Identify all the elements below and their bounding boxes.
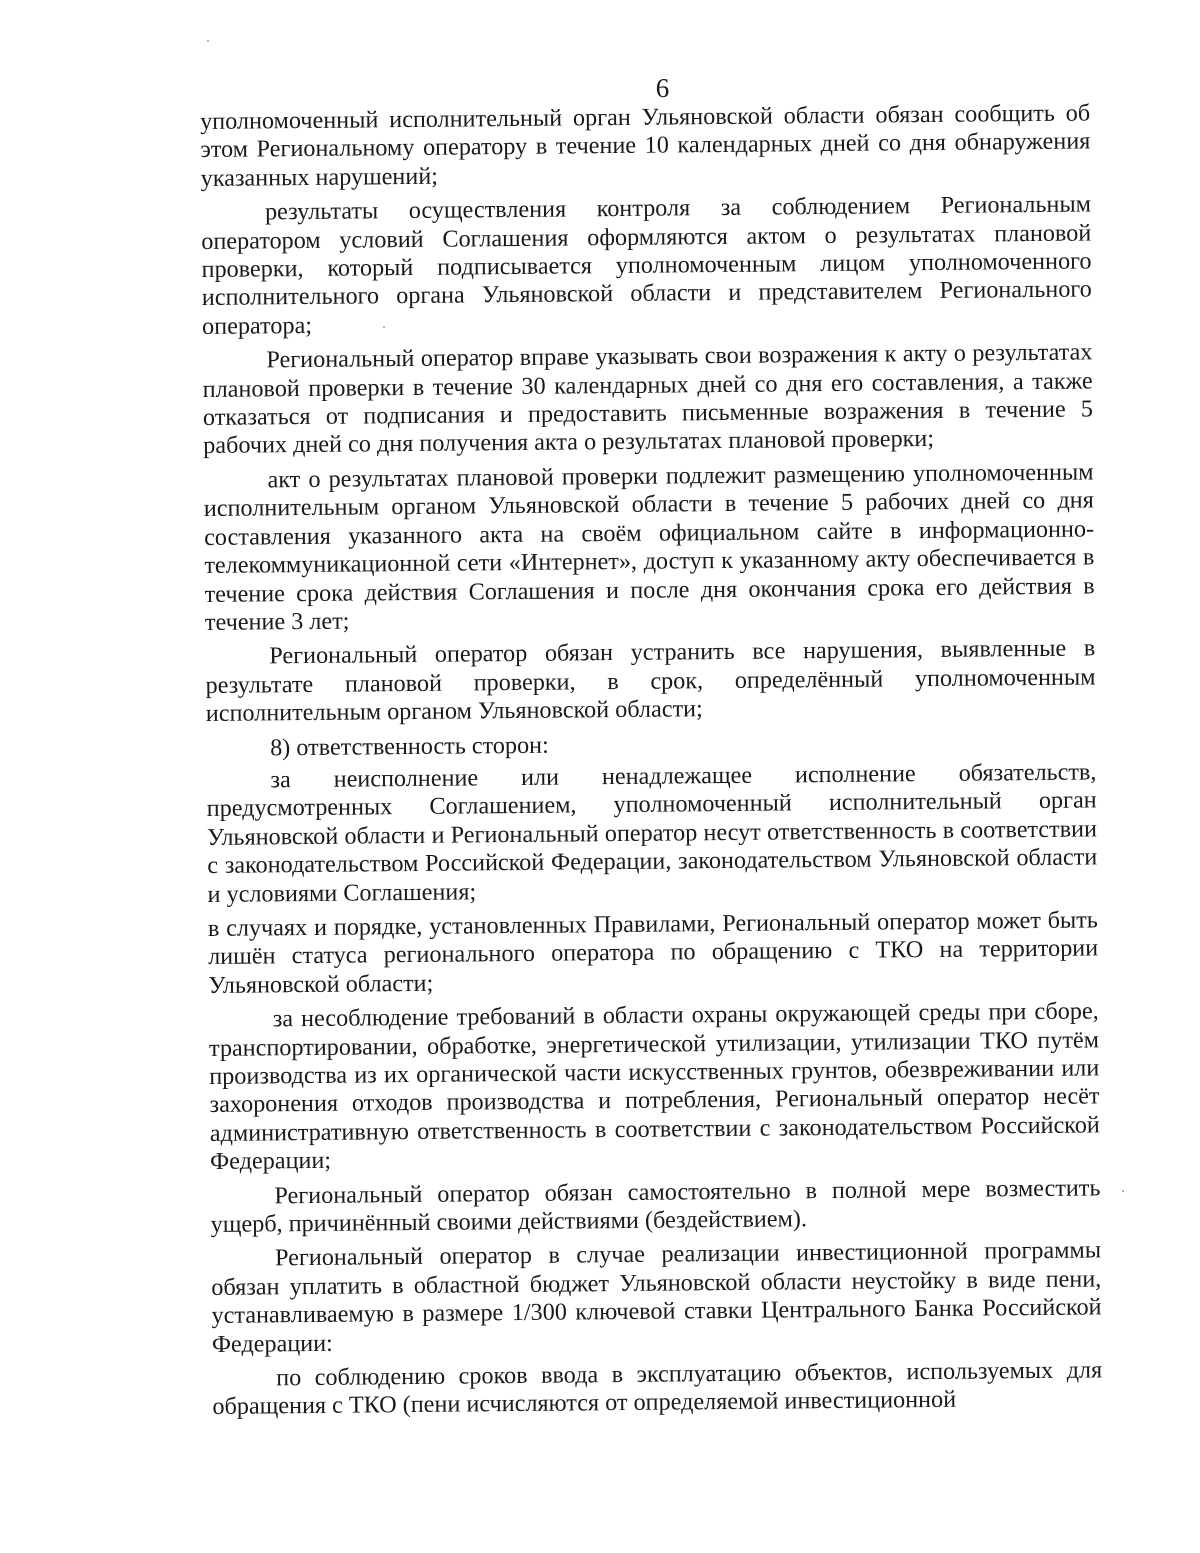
scan-speck: [383, 326, 385, 328]
paragraph-11: Региональный оператор в случае реализации инвестиционной программы обязан уплатить в областной бюджет Ульяновской области неустойку в виде пени, устанавливаемую в размере 1/300 ключевой ставки Центрального Банка Российской Федерации:: [211, 1236, 1102, 1358]
paragraph-2: результаты осуществления контроля за соблюдением Региональным оператором условий Соглашения оформляются актом о результатах плановой проверки, который подписывается уполномоченным лицом уполномоченного исполнительного органа Ульяновской области и представителем Регионального оператора;: [201, 190, 1092, 340]
paragraph-10: Региональный оператор обязан самостоятельно в полной мере возместить ущерб, причинённый своими действиями (бездействием).: [210, 1174, 1101, 1238]
paragraph-8: в случаях и порядке, установленных Правилами, Региональный оператор может быть лишён статуса регионального оператора по обращению с ТКО на территории Ульяновской области;: [207, 906, 1099, 999]
document-body: [200, 99, 1103, 1427]
paragraph-3: Региональный оператор вправе указывать свои возражения к акту о результатах плановой проверки в течение 30 календарных дней со дня его составления, а также отказаться от подписания и предоставить письменные возражения в течение 5 рабочих дней со дня получения акта о результатах плановой проверки;: [202, 338, 1094, 460]
page-number: 6: [655, 73, 670, 103]
paragraph-7: за неисполнение или ненадлежащее исполнение обязательств, предусмотренных Соглашением, уполномоченный исполнительный орган Ульяновской области и Региональный оператор несут ответственность в соответствии с законодательством Российской Федерации, законодательством Ульяновской области и условиями Соглашения;: [206, 758, 1098, 908]
scan-speck: [207, 40, 209, 42]
paragraph-4: акт о результатах плановой проверки подлежит размещению уполномоченным исполнительным органом Ульяновской области в течение 5 рабочих дней со дня составления указанного акта на своём официальном сайте в информационно-телекоммуникационной сети «Интернет», доступ к указанному акту обеспечивается в течение срока действия Соглашения и после дня окончания срока его действия в течение 3 лет;: [203, 458, 1095, 636]
paragraph-6: 8) ответственность сторон:: [270, 731, 549, 761]
paragraph-5: Региональный оператор обязан устранить все нарушения, выявленные в результате плановой проверки, в срок, определённый уполномоченным исполнительным органом Ульяновской области;: [205, 634, 1096, 728]
scan-speck: [1122, 1190, 1124, 1192]
paragraph-12: по соблюдению сроков ввода в эксплуатацию объектов, используемых для обращения с ТКО (пени исчисляются от определяемой инвестиционной: [212, 1356, 1103, 1421]
paragraph-9: за несоблюдение требований в области охраны окружающей среды при сборе, транспортировании, обработке, энергетической утилизации, утилизации ТКО путём производства из их органической части искусственных грунтов, обезвреживании или захоронения отходов производства и потребления, Региональный оператор несёт административную ответственность в соответствии с законодательством Российской Федерации;: [208, 997, 1100, 1176]
paragraph-1: уполномоченный исполнительный орган Ульяновской области обязан сообщить об этом Региональному оператору в течение 10 календарных дней со дня обнаружения указанных нарушений;: [200, 99, 1091, 192]
